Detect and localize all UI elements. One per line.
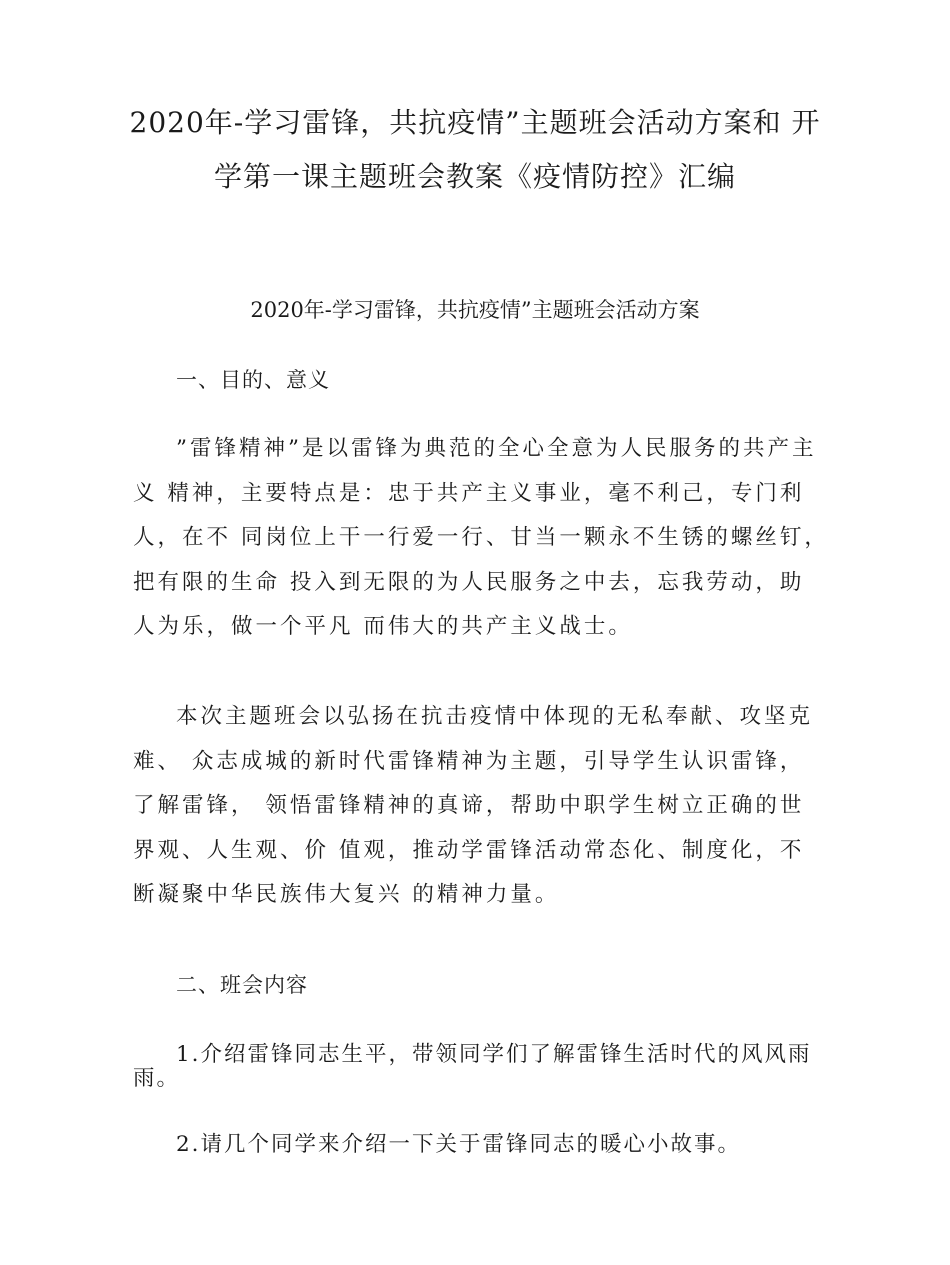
paragraph-line: 把有限的生命 投入到无限的为人民服务之中去，忘我劳动，助 bbox=[133, 569, 805, 595]
list-item bbox=[133, 1043, 833, 1091]
list-item-line: 1.介绍雷锋同志生平，带领同学们了解雷锋生活时代的风风雨 bbox=[176, 1042, 812, 1067]
document-title-line: 2020年-学习雷锋，共抗疫情”主题班会活动方案和 开 bbox=[129, 106, 821, 139]
paragraph-line: 断凝聚中华民族伟大复兴 的精神力量。 bbox=[133, 882, 560, 907]
list-item bbox=[133, 1133, 833, 1157]
list-item-line: 2.请几个同学来介绍一下关于雷锋同志的暖心小故事。 bbox=[176, 1132, 742, 1157]
paragraph-line: 界观、人生观、价 值观，推动学雷锋活动常态化、制度化，不 bbox=[133, 837, 805, 863]
paragraph-line: 人为乐，做一个平凡 而伟大的共产主义战士。 bbox=[133, 614, 633, 639]
section-heading-content: 二、班会内容 bbox=[176, 973, 308, 997]
document-title bbox=[120, 96, 830, 204]
paragraph-line: ”雷锋精神”是以雷锋为典范的全心全意为人民服务的共产主 bbox=[176, 436, 817, 461]
paragraph-line: 义 精神，主要特点是：忠于共产主义事业，毫不利己，专门利 bbox=[133, 480, 805, 506]
section-heading-purpose: 一、目的、意义 bbox=[176, 368, 330, 392]
paragraph-lei-feng-spirit bbox=[133, 427, 829, 650]
section-subtitle: 2020年-学习雷锋，共抗疫情”主题班会活动方案 bbox=[250, 298, 700, 322]
paragraph-line: 人，在不 同岗位上干一行爱一行、甘当一颗永不生锈的螺丝钉， bbox=[133, 525, 829, 550]
paragraph-class-meeting-theme bbox=[133, 695, 813, 918]
paragraph-line: 了解雷锋， 领悟雷锋精神的真谛，帮助中职学生树立正确的世 bbox=[133, 793, 805, 818]
document-title-line: 学第一课主题班会教案《疫情防控》汇编 bbox=[213, 160, 736, 193]
list-item-line: 雨。 bbox=[133, 1066, 181, 1091]
paragraph-line: 难、 众志成城的新时代雷锋精神为主题，引导学生认识雷锋， bbox=[133, 748, 805, 774]
paragraph-line: 本次主题班会以弘扬在抗击疫情中体现的无私奉献、攻坚克 bbox=[176, 704, 814, 729]
